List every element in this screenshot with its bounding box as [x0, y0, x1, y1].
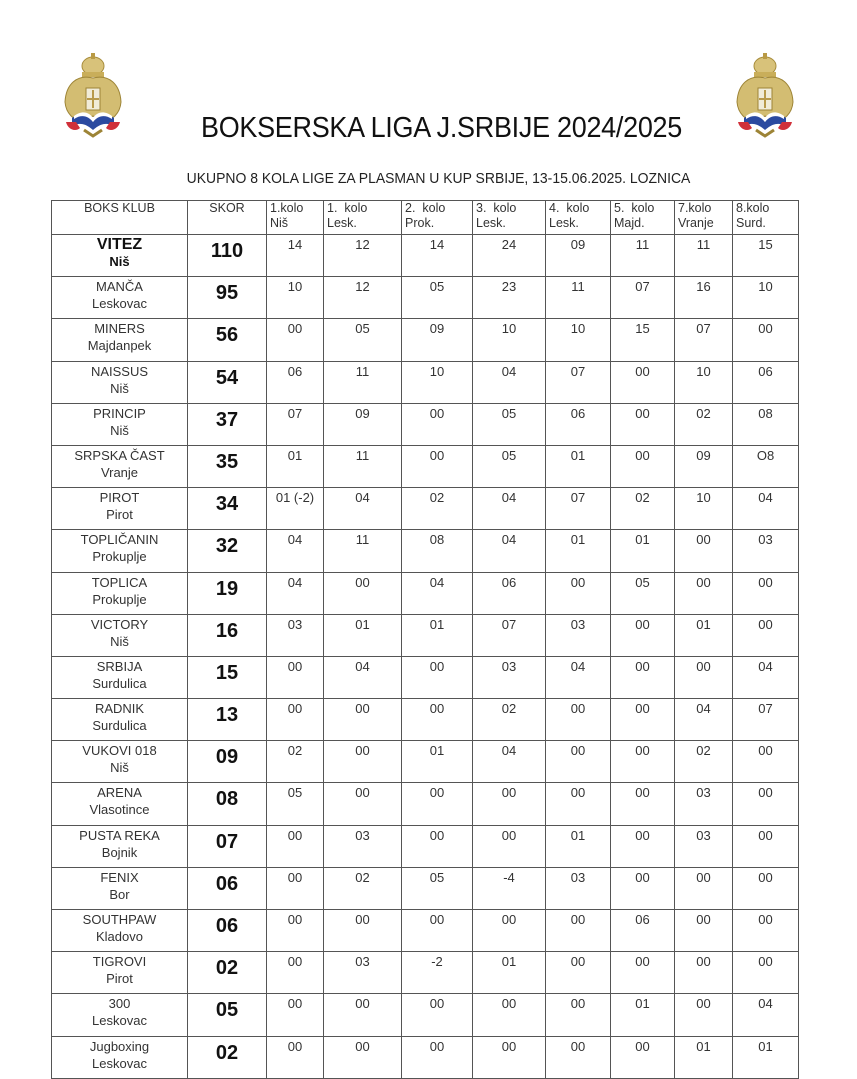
round-points-cell: 00 — [733, 910, 799, 952]
table-row — [52, 488, 799, 530]
round-points-cell: -4 — [473, 867, 546, 909]
round-points-cell: 00 — [611, 403, 675, 445]
round-points-cell: 01 — [546, 445, 611, 487]
table-row — [52, 656, 799, 698]
score-cell: 09 — [188, 741, 267, 783]
club-cell — [52, 910, 188, 952]
round-points-cell: 04 — [473, 530, 546, 572]
round-points-cell: 00 — [402, 445, 473, 487]
club-city: Kladovo — [96, 929, 143, 944]
round-points-cell: 00 — [473, 910, 546, 952]
column-header-round: 3. kolo Lesk. — [473, 201, 546, 235]
table-row — [52, 699, 799, 741]
column-header-round: 1. kolo Lesk. — [324, 201, 402, 235]
round-points-cell: 00 — [611, 614, 675, 656]
round-points-cell: 00 — [675, 572, 733, 614]
round-points-cell: 04 — [324, 656, 402, 698]
round-points-cell: 01 — [402, 741, 473, 783]
round-points-cell: 02 — [402, 488, 473, 530]
round-points-cell: 14 — [267, 235, 324, 277]
round-points-cell: 05 — [473, 445, 546, 487]
round-points-cell: 00 — [611, 867, 675, 909]
round-points-cell: 03 — [267, 614, 324, 656]
club-cell — [52, 656, 188, 698]
score-cell: 02 — [188, 1036, 267, 1078]
round-points-cell: 00 — [611, 699, 675, 741]
column-header-round: 7.kolo Vranje — [675, 201, 733, 235]
round-points-cell: 00 — [473, 1036, 546, 1078]
table-row — [52, 235, 799, 277]
round-points-cell: 15 — [733, 235, 799, 277]
round-points-cell: 05 — [473, 403, 546, 445]
round-points-cell: 00 — [546, 572, 611, 614]
club-name: PRINCIP — [93, 405, 146, 421]
round-points-cell: 06 — [733, 361, 799, 403]
club-city: Bor — [109, 886, 130, 902]
score-cell: 06 — [188, 867, 267, 909]
round-points-cell: 04 — [267, 572, 324, 614]
club-city: Prokuplje — [92, 591, 147, 607]
score-cell: 16 — [188, 614, 267, 656]
table-row — [52, 572, 799, 614]
club-name: ARENA — [97, 785, 142, 801]
club-city: Leskovac — [92, 296, 147, 312]
club-cell — [52, 994, 188, 1036]
league-standings-table — [51, 200, 799, 1079]
round-points-cell: 10 — [733, 277, 799, 319]
round-points-cell: 00 — [675, 867, 733, 909]
round-points-cell: 00 — [733, 825, 799, 867]
club-name: 300 — [108, 996, 131, 1012]
round-points-cell: 12 — [324, 277, 402, 319]
club-city: Niš — [110, 380, 129, 396]
round-points-cell: 00 — [402, 403, 473, 445]
round-points-cell: 07 — [611, 277, 675, 319]
round-points-cell: 00 — [267, 656, 324, 698]
round-points-cell: 05 — [267, 783, 324, 825]
round-points-cell: 00 — [675, 910, 733, 952]
club-cell — [52, 952, 188, 994]
round-points-cell: 03 — [473, 656, 546, 698]
round-points-cell: 03 — [324, 825, 402, 867]
score-cell: 37 — [188, 403, 267, 445]
round-points-cell: 00 — [267, 825, 324, 867]
round-points-cell: 11 — [324, 530, 402, 572]
round-points-cell: 06 — [473, 572, 546, 614]
club-city: Pirot — [106, 507, 133, 523]
round-points-cell: 07 — [675, 319, 733, 361]
club-city: Niš — [109, 254, 130, 269]
round-points-cell: 05 — [402, 277, 473, 319]
table-row — [52, 319, 799, 361]
club-name: SRBIJA — [96, 658, 143, 674]
column-header-round: 1.kolo Niš — [267, 201, 324, 235]
round-points-cell: 01 — [267, 445, 324, 487]
round-points-cell: 03 — [675, 825, 733, 867]
round-points-cell: 11 — [324, 445, 402, 487]
round-points-cell: 02 — [675, 403, 733, 445]
table-header-row — [52, 201, 799, 235]
round-points-cell: 00 — [733, 952, 799, 994]
round-points-cell: 00 — [611, 656, 675, 698]
round-points-cell: 01 — [733, 1036, 799, 1078]
column-header-score: SKOR — [188, 201, 267, 235]
club-city: Surdulica — [92, 718, 147, 734]
club-name: PIROT — [99, 490, 140, 506]
round-points-cell: 04 — [675, 699, 733, 741]
round-points-cell: 15 — [611, 319, 675, 361]
club-city: Prokuplje — [92, 549, 147, 565]
round-points-cell: 07 — [267, 403, 324, 445]
round-points-cell: 10 — [473, 319, 546, 361]
round-points-cell: 00 — [611, 361, 675, 403]
club-city: Leskovac — [92, 1013, 147, 1029]
round-points-cell: 00 — [675, 952, 733, 994]
round-points-cell: 00 — [611, 952, 675, 994]
table-row — [52, 910, 799, 952]
score-cell: 06 — [188, 910, 267, 952]
round-points-cell: 02 — [473, 699, 546, 741]
round-points-cell: 00 — [733, 319, 799, 361]
club-name: NAISSUS — [90, 363, 149, 379]
club-cell — [52, 1036, 188, 1078]
table-row — [52, 445, 799, 487]
round-points-cell: 09 — [675, 445, 733, 487]
club-city: Leskovac — [92, 1055, 147, 1071]
round-points-cell: 00 — [733, 783, 799, 825]
club-cell — [52, 867, 188, 909]
club-cell — [52, 361, 188, 403]
club-name: Jugboxing — [89, 1038, 150, 1054]
round-points-cell: 00 — [324, 741, 402, 783]
round-points-cell: 01 — [546, 825, 611, 867]
round-points-cell: 00 — [611, 1036, 675, 1078]
round-points-cell: 04 — [324, 488, 402, 530]
page-title: BOKSERSKA LIGA J.SRBIJE 2024/2025 — [200, 112, 683, 144]
round-points-cell: 00 — [546, 699, 611, 741]
round-points-cell: 00 — [473, 783, 546, 825]
club-city: Niš — [110, 760, 129, 776]
round-points-cell: 00 — [611, 741, 675, 783]
round-points-cell: 00 — [324, 1036, 402, 1078]
round-points-cell: 11 — [546, 277, 611, 319]
round-points-cell: 09 — [402, 319, 473, 361]
round-points-cell: 00 — [324, 783, 402, 825]
table-row — [52, 741, 799, 783]
round-points-cell: 16 — [675, 277, 733, 319]
club-name: FENIX — [100, 869, 139, 885]
round-points-cell: 06 — [611, 910, 675, 952]
round-points-cell: 11 — [324, 361, 402, 403]
round-points-cell: 11 — [611, 235, 675, 277]
club-cell — [52, 319, 188, 361]
round-points-cell: 00 — [267, 319, 324, 361]
round-points-cell: 09 — [324, 403, 402, 445]
round-points-cell: 12 — [324, 235, 402, 277]
round-points-cell: 00 — [324, 994, 402, 1036]
round-points-cell: 02 — [611, 488, 675, 530]
round-points-cell: 10 — [402, 361, 473, 403]
round-points-cell: 10 — [675, 488, 733, 530]
round-points-cell: 00 — [402, 1036, 473, 1078]
club-city: Niš — [110, 422, 129, 438]
round-points-cell: 03 — [546, 867, 611, 909]
club-city: Surdulica — [92, 675, 147, 691]
club-cell — [52, 445, 188, 487]
club-name: TOPLIČANIN — [80, 532, 159, 548]
club-city: Vranje — [100, 464, 139, 480]
column-header-round: 4. kolo Lesk. — [546, 201, 611, 235]
round-points-cell: 00 — [675, 530, 733, 572]
round-points-cell: 05 — [611, 572, 675, 614]
round-points-cell: 08 — [402, 530, 473, 572]
club-cell — [52, 825, 188, 867]
club-name: TIGROVI — [92, 954, 147, 970]
score-cell: 35 — [188, 445, 267, 487]
score-cell: 15 — [188, 656, 267, 698]
club-name: VITEZ — [96, 236, 143, 253]
column-header-round: 5. kolo Majd. — [611, 201, 675, 235]
round-points-cell: 10 — [675, 361, 733, 403]
round-points-cell: 03 — [675, 783, 733, 825]
round-points-cell: 00 — [546, 783, 611, 825]
club-name: SRPSKA ČAST — [74, 447, 165, 463]
table-row — [52, 994, 799, 1036]
round-points-cell: 10 — [267, 277, 324, 319]
club-cell — [52, 277, 188, 319]
round-points-cell: 11 — [675, 235, 733, 277]
club-name: TOPLICA — [91, 574, 148, 590]
club-name: MANČA — [96, 279, 143, 295]
score-cell: 08 — [188, 783, 267, 825]
score-cell: 56 — [188, 319, 267, 361]
column-header-round: 2. kolo Prok. — [402, 201, 473, 235]
club-cell — [52, 741, 188, 783]
round-points-cell: 06 — [267, 361, 324, 403]
club-cell — [52, 572, 188, 614]
club-cell — [52, 614, 188, 656]
round-points-cell: 05 — [402, 867, 473, 909]
round-points-cell: 00 — [546, 952, 611, 994]
round-points-cell: 00 — [402, 699, 473, 741]
round-points-cell: 05 — [324, 319, 402, 361]
round-points-cell: 07 — [733, 699, 799, 741]
round-points-cell: 04 — [733, 994, 799, 1036]
round-points-cell: 00 — [733, 741, 799, 783]
round-points-cell: 04 — [473, 361, 546, 403]
table-row — [52, 952, 799, 994]
round-points-cell: 00 — [473, 825, 546, 867]
round-points-cell: 00 — [267, 910, 324, 952]
round-points-cell: 08 — [733, 403, 799, 445]
score-cell: 110 — [188, 235, 267, 277]
score-cell: 32 — [188, 530, 267, 572]
round-points-cell: 00 — [402, 825, 473, 867]
column-header-round: 8.kolo Surd. — [733, 201, 799, 235]
score-cell: 05 — [188, 994, 267, 1036]
round-points-cell: 02 — [675, 741, 733, 783]
club-city: Pirot — [106, 971, 133, 987]
round-points-cell: 01 — [324, 614, 402, 656]
round-points-cell: 00 — [546, 994, 611, 1036]
club-name: MINERS — [94, 321, 145, 337]
round-points-cell: 00 — [402, 656, 473, 698]
round-points-cell: 00 — [675, 994, 733, 1036]
table-row — [52, 403, 799, 445]
round-points-cell: 04 — [733, 656, 799, 698]
club-cell — [52, 403, 188, 445]
table-row — [52, 614, 799, 656]
table-row — [52, 1036, 799, 1078]
round-points-cell: 00 — [611, 445, 675, 487]
round-points-cell: 00 — [733, 614, 799, 656]
round-points-cell: 10 — [546, 319, 611, 361]
round-points-cell: 00 — [733, 867, 799, 909]
round-points-cell: 01 — [611, 530, 675, 572]
club-name: VICTORY — [90, 616, 149, 632]
club-city: Niš — [110, 633, 129, 649]
round-points-cell: 06 — [546, 403, 611, 445]
round-points-cell: 00 — [267, 699, 324, 741]
table-row — [52, 867, 799, 909]
round-points-cell: 14 — [402, 235, 473, 277]
club-cell — [52, 488, 188, 530]
club-cell — [52, 530, 188, 572]
round-points-cell: 00 — [402, 783, 473, 825]
round-points-cell: 01 (-2) — [267, 488, 324, 530]
round-points-cell: 00 — [324, 572, 402, 614]
round-points-cell: 01 — [611, 994, 675, 1036]
round-points-cell: 00 — [324, 910, 402, 952]
round-points-cell: 04 — [402, 572, 473, 614]
round-points-cell: -2 — [402, 952, 473, 994]
club-cell — [52, 783, 188, 825]
round-points-cell: 00 — [546, 1036, 611, 1078]
score-cell: 02 — [188, 952, 267, 994]
round-points-cell: 00 — [324, 699, 402, 741]
table-row — [52, 783, 799, 825]
round-points-cell: 00 — [611, 825, 675, 867]
round-points-cell: 01 — [473, 952, 546, 994]
score-cell: 34 — [188, 488, 267, 530]
round-points-cell: 00 — [267, 994, 324, 1036]
round-points-cell: 24 — [473, 235, 546, 277]
round-points-cell: 01 — [675, 614, 733, 656]
club-cell — [52, 699, 188, 741]
table-row — [52, 825, 799, 867]
round-points-cell: 00 — [611, 783, 675, 825]
table-row — [52, 530, 799, 572]
round-points-cell: 04 — [733, 488, 799, 530]
round-points-cell: 04 — [473, 741, 546, 783]
round-points-cell: 03 — [733, 530, 799, 572]
round-points-cell: 02 — [267, 741, 324, 783]
round-points-cell: 03 — [324, 952, 402, 994]
round-points-cell: 00 — [402, 910, 473, 952]
club-city: Majdanpek — [87, 338, 152, 354]
club-city: Bojnik — [101, 844, 138, 860]
round-points-cell: 00 — [546, 741, 611, 783]
score-cell: 54 — [188, 361, 267, 403]
round-points-cell: 04 — [267, 530, 324, 572]
round-points-cell: 04 — [473, 488, 546, 530]
score-cell: 95 — [188, 277, 267, 319]
page-subtitle: UKUPNO 8 KOLA LIGE ZA PLASMAN U KUP SRBIJE, 13-15.06.2025. LOZNICA — [186, 170, 691, 187]
round-points-cell: 01 — [546, 530, 611, 572]
round-points-cell: O8 — [733, 445, 799, 487]
round-points-cell: 01 — [402, 614, 473, 656]
round-points-cell: 09 — [546, 235, 611, 277]
club-name: VUKOVI 018 — [82, 743, 157, 759]
round-points-cell: 00 — [402, 994, 473, 1036]
round-points-cell: 00 — [267, 952, 324, 994]
score-cell: 13 — [188, 699, 267, 741]
round-points-cell: 04 — [546, 656, 611, 698]
club-city: Vlasotince — [89, 802, 150, 818]
round-points-cell: 00 — [267, 1036, 324, 1078]
club-name: PUSTA REKA — [79, 827, 160, 843]
column-header-club: BOKS KLUB — [52, 201, 188, 235]
score-cell: 19 — [188, 572, 267, 614]
round-points-cell: 00 — [675, 656, 733, 698]
round-points-cell: 07 — [546, 488, 611, 530]
round-points-cell: 02 — [324, 867, 402, 909]
table-row — [52, 361, 799, 403]
round-points-cell: 00 — [473, 994, 546, 1036]
round-points-cell: 07 — [546, 361, 611, 403]
round-points-cell: 07 — [473, 614, 546, 656]
round-points-cell: 23 — [473, 277, 546, 319]
round-points-cell: 00 — [546, 910, 611, 952]
round-points-cell: 00 — [267, 867, 324, 909]
club-name: SOUTHPAW — [82, 912, 157, 927]
score-cell: 07 — [188, 825, 267, 867]
round-points-cell: 03 — [546, 614, 611, 656]
table-row — [52, 277, 799, 319]
round-points-cell: 01 — [675, 1036, 733, 1078]
round-points-cell: 00 — [733, 572, 799, 614]
club-cell — [52, 235, 188, 277]
club-name: RADNIK — [94, 701, 145, 717]
